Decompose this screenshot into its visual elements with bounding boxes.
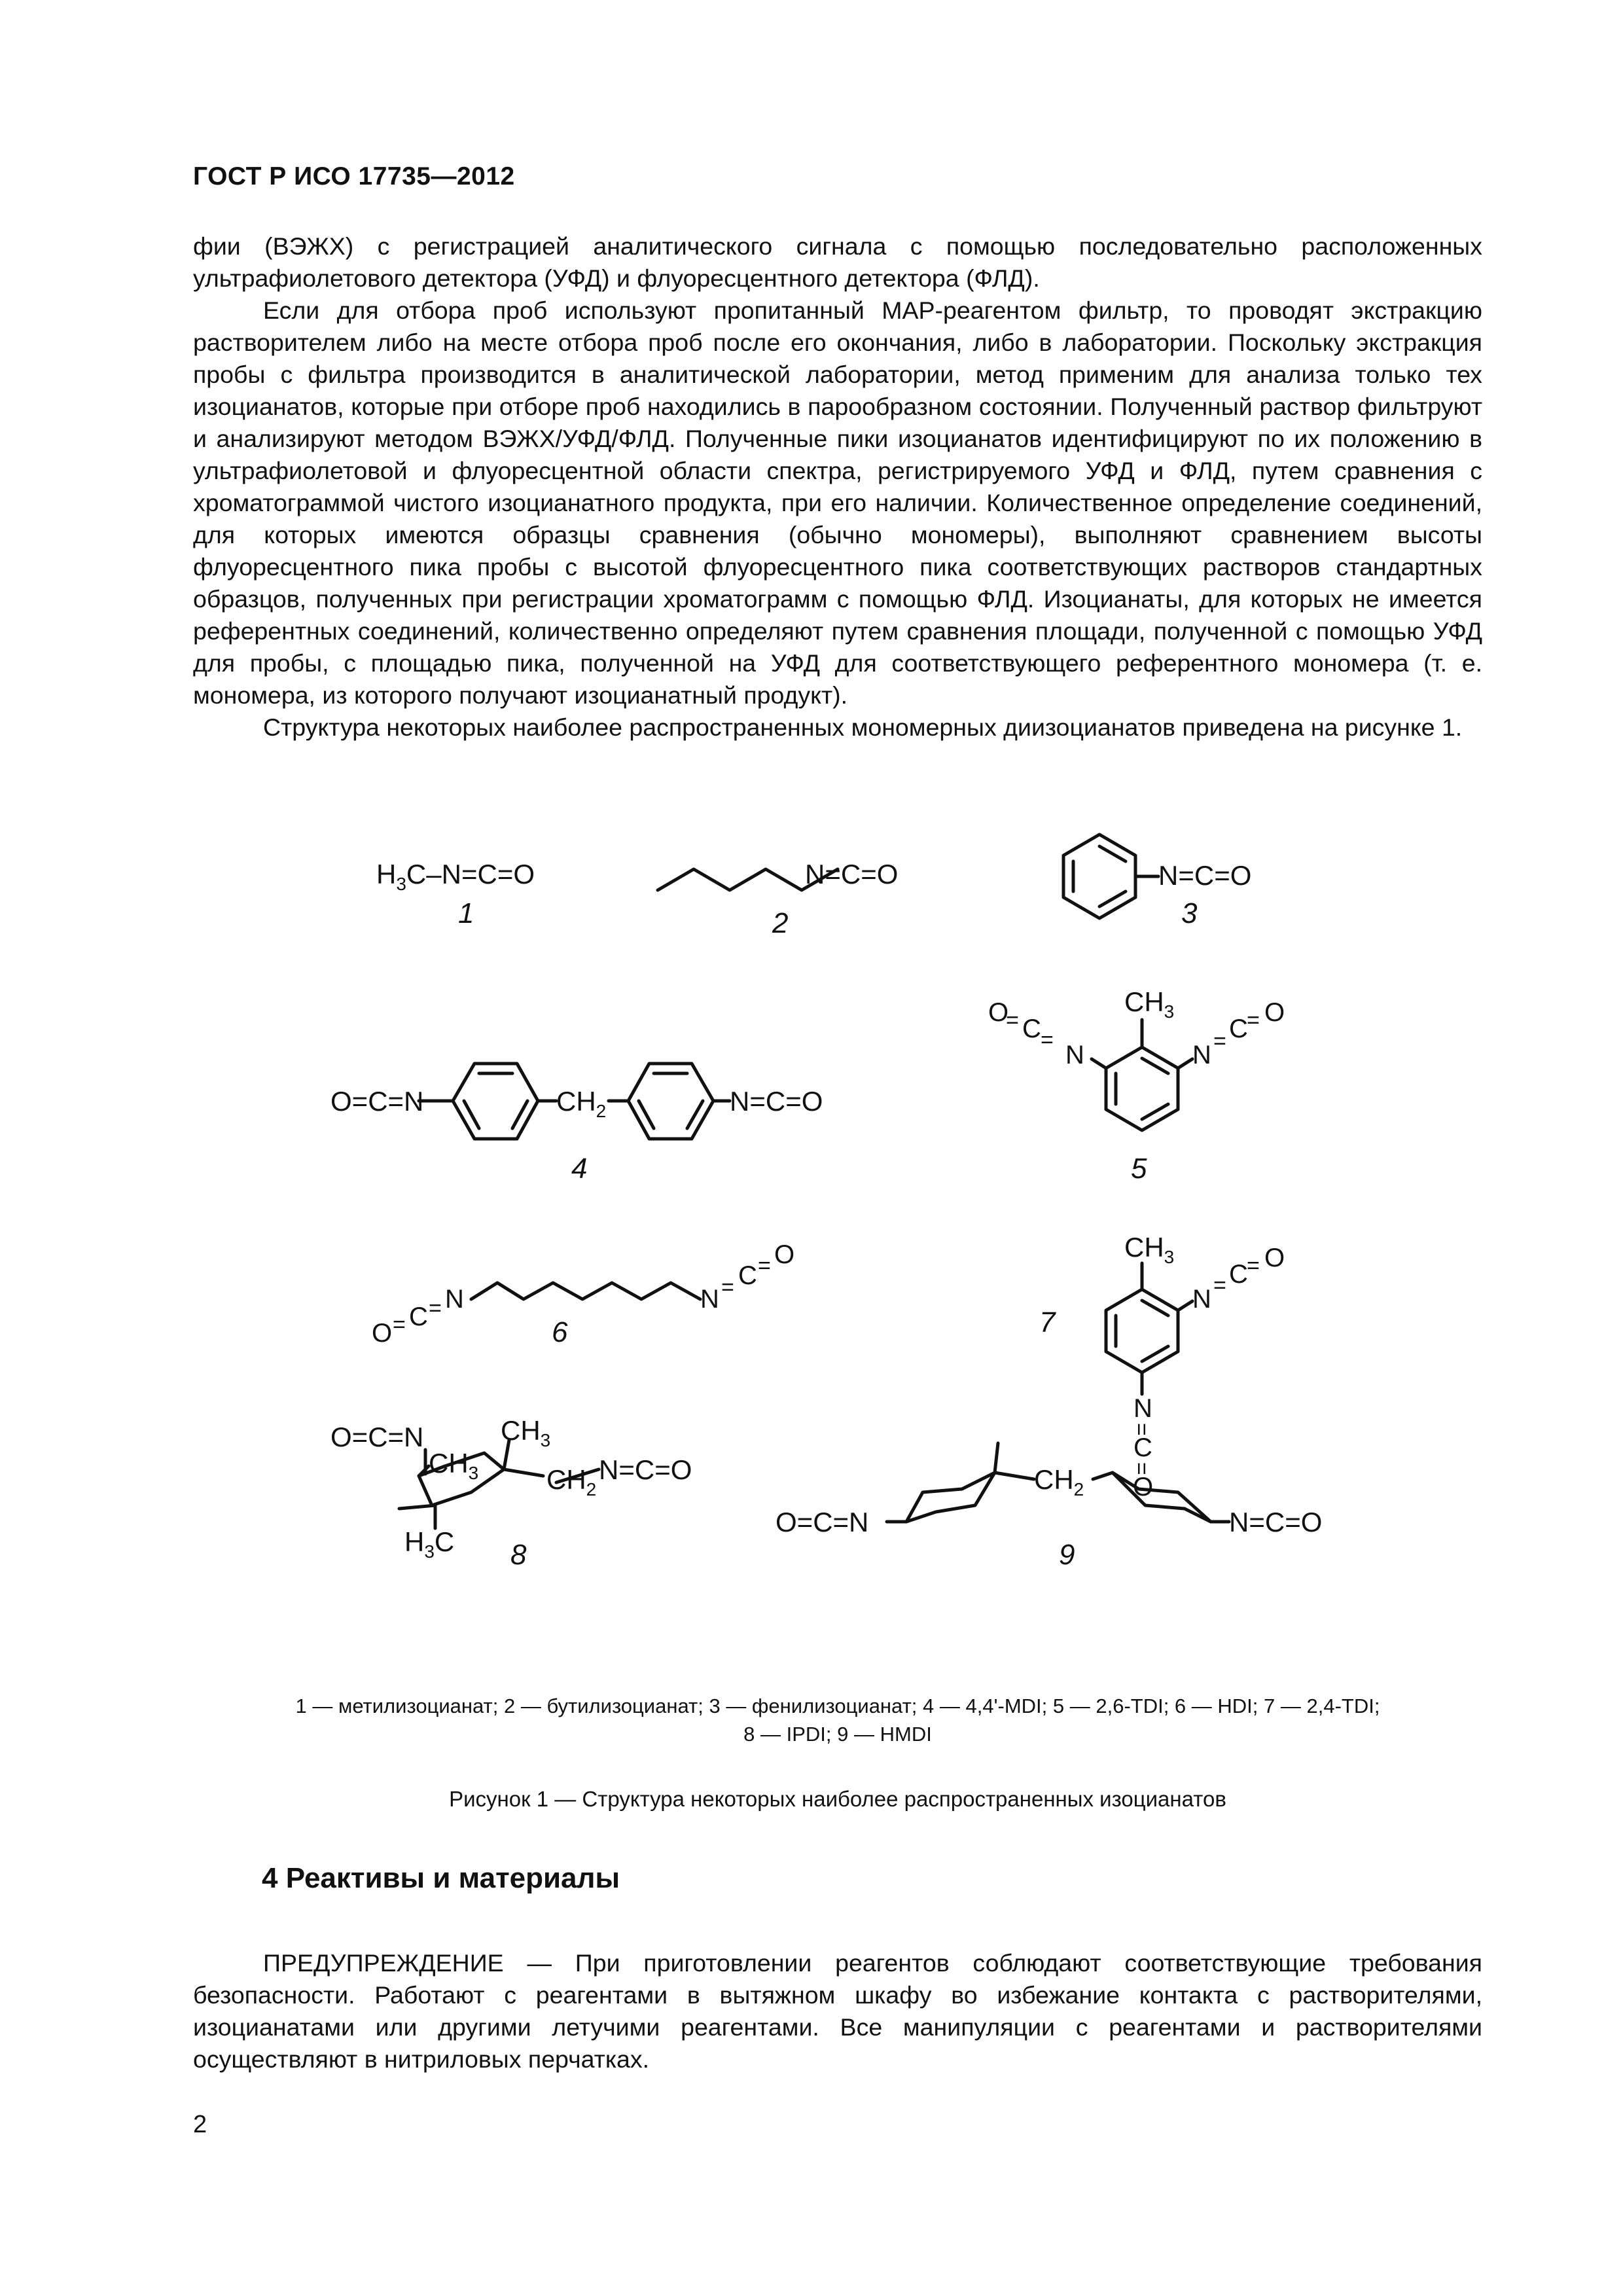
figure-legend (193, 1692, 1482, 1748)
structure-number-6: 6 (552, 1316, 568, 1348)
ch3-group-5: $CH_3$ (1124, 986, 1175, 1022)
nco-group-9: N=C=O (1229, 1507, 1323, 1537)
c-atom-5a: C (1022, 1014, 1041, 1043)
paragraph-structure-intro: Структура некоторых наиболее распространенных мономерных диизоцианатов приведена на рисунке 1. (263, 713, 1463, 741)
figure-caption: Рисунок 1 — Структура некоторых наиболее распространенных изоцианатов (449, 1787, 1226, 1811)
n-atom-5a: N (1065, 1041, 1084, 1069)
nco-group-3: N=C=O (1158, 860, 1252, 891)
legend-line-1: 1 — метилизоцианат; 2 — бутилизоцианат; 3 — фенилизоцианат; 4 — 4,4'-MDI; 5 — 2,6-TDI; 6 — HDI; 7 — 2,4-TDI; (295, 1695, 1380, 1717)
o-atom-5a: O (988, 998, 1009, 1027)
figure-isocyanate-structures (0, 812, 1623, 1689)
eq-bond-5a: = (1006, 1008, 1019, 1033)
c-atom-7a: C (1229, 1260, 1248, 1289)
nco-group-4: N=C=O (730, 1086, 823, 1117)
n-atom-6a: N (445, 1285, 464, 1314)
structure-number-8: 8 (510, 1539, 527, 1571)
c-atom-7b: C (1133, 1433, 1152, 1462)
structure-number-3: 3 (1181, 897, 1198, 929)
warning-block (193, 1947, 1482, 2075)
ocn-group-8: O=C=N (330, 1422, 424, 1452)
eq-bond-5d: = (1247, 1008, 1260, 1033)
c-atom-6b: C (738, 1261, 757, 1290)
structure-number-1: 1 (458, 897, 474, 929)
c-atom-6a: C (409, 1302, 428, 1331)
o-atom-7b: O (1133, 1473, 1154, 1501)
ch2-group-9: $CH_2$ (1034, 1464, 1084, 1499)
n-atom-7a: N (1192, 1285, 1211, 1314)
structures-svg (0, 812, 1623, 1689)
document-header: ГОСТ Р ИСО 17735—2012 (193, 162, 515, 190)
section-heading: 4 Реактивы и материалы (262, 1862, 620, 1894)
ch2-group-4: $CH_2$ (556, 1086, 607, 1121)
eq-bond-6c: = (721, 1275, 734, 1300)
n-atom-6b: N (700, 1285, 719, 1314)
o-atom-5b: O (1264, 998, 1285, 1027)
eq-bond-6d: = (758, 1253, 771, 1278)
eq-bond-7a: = (1213, 1273, 1226, 1298)
formula-methyl-isocyanate: $H_3C-N=C=O$ (376, 859, 535, 894)
paragraph-continuation: фии (ВЭЖХ) с регистрацией аналитического сигнала с помощью последовательно расположенных ультрафиолетового детектора (УФД) и флуоресцентного детектора (ФЛД). (193, 232, 1482, 292)
ocn-group-4: O=C=N (330, 1086, 424, 1117)
ch2-group-8: $CH_2$ (546, 1464, 597, 1499)
nco-group-2: N=C=O (805, 859, 899, 889)
structure-number-2: 2 (772, 907, 789, 939)
n-atom-7b: N (1133, 1394, 1152, 1423)
structure-number-4: 4 (571, 1153, 588, 1185)
cyclohexane-ring-9a (906, 1473, 995, 1522)
paragraph-method: Если для отбора проб используют пропитанный МАР-реагентом фильтр, то проводят экстракцию растворителем либо на месте отбора проб после его окончания, либо в лаборатории. Поскольку экстракция пробы с фильтра производится в аналитической лаборатории, метод применим для анализа только тех изоцианатов, которые при отборе проб находились в парообразном состоянии. Полученный раствор фильтруют и анализируют методом ВЭЖХ/УФД/ФЛД. Полученные пики изоцианатов идентифицируют по их положению в ультрафиолетовой и флуоресцентной области спектра, регистрируемого УФД и ФЛД, путем сравнения с хроматограммой чистого изоцианатного продукта, при его наличии. Количественное определение соединений, для которых имеются образцы сравнения (обычно мономеры), выполняют сравнением высоты флуоресцентного пика пробы с высотой флуоресцентного пика соответствующих растворов стандартных образцов, полученных при регистрации хроматограмм с помощью ФЛД. Изоцианаты, для которых не имеется референтных соединений, количественно определяют путем сравнения площади, полученной с помощью УФД для пробы, с площадью пика, полученной на УФД для соответствующего референтного мономера (т. е. мономера, из которого получают изоцианатный продукт). (193, 296, 1482, 709)
o-atom-6a: O (372, 1319, 393, 1348)
hexamethylene-chain (471, 1283, 700, 1299)
nco-group-8: N=C=O (599, 1454, 692, 1485)
cyclohexane-ring-9b (1113, 1473, 1211, 1522)
ch3-group-8b: $CH_3$ (501, 1415, 551, 1450)
o-atom-6b: O (774, 1240, 795, 1269)
ch3-group-7: $CH_3$ (1124, 1232, 1175, 1267)
legend-line-2: 8 — IPDI; 9 — HMDI (743, 1723, 932, 1746)
c-atom-5b: C (1229, 1014, 1248, 1043)
eq-bond-7c: = (1129, 1423, 1154, 1436)
ocn-group-9: O=C=N (776, 1507, 869, 1537)
eq-bond-6b: = (429, 1296, 442, 1321)
o-atom-7a: O (1264, 1244, 1285, 1272)
structure-number-7: 7 (1039, 1306, 1056, 1338)
eq-bond-5c: = (1213, 1029, 1226, 1054)
ch3-group-8a: $CH_3$ (429, 1448, 479, 1483)
structure-number-5: 5 (1131, 1153, 1147, 1185)
eq-bond-7b: = (1247, 1253, 1260, 1278)
eq-bond-7d: = (1129, 1462, 1154, 1475)
warning-paragraph: ПРЕДУПРЕЖДЕНИЕ — При приготовлении реагентов соблюдают соответствующие требования безопасности. Работают с реагентами в вытяжном шкафу во избежание контакта с растворителями, изоцианатами или другими летучими реагентами. Все манипуляции с реагентами и растворителями осуществляют в нитриловых перчатках. (193, 1949, 1482, 2073)
h3c-group-8: $H_3C$ (404, 1526, 455, 1562)
body-text (193, 230, 1482, 744)
eq-bond-5b: = (1041, 1028, 1054, 1052)
n-atom-5b: N (1192, 1041, 1211, 1069)
page-number: 2 (193, 2111, 207, 2138)
structure-number-9: 9 (1059, 1539, 1075, 1571)
eq-bond-6a: = (393, 1312, 406, 1337)
